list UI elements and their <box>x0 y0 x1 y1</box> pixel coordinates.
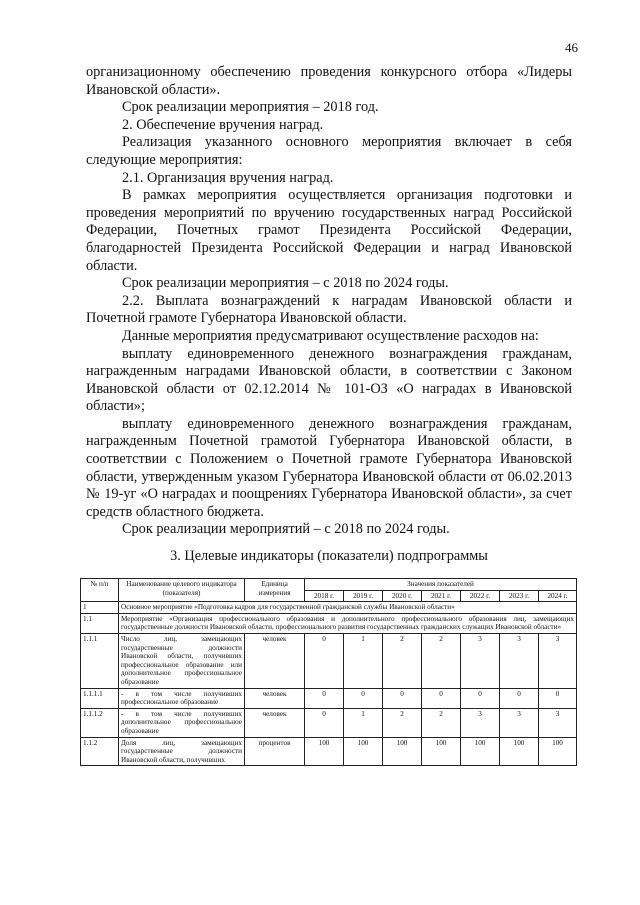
cell-name: - в том числе получивших дополнительное профессиональное образование <box>119 708 245 737</box>
paragraph: выплату единовременного денежного вознаграждения гражданам, награжденным Почетной грамотой Губернатора Ивановской области, в соответствии с Положением о Почетной грамоте Губернатора Ивановской области, утвержденным указом Губернатора Ивановской области от 06.02.2013 № 19-уг «О наградах и поощрениях Губернатора Ивановской области», за счет средств областного бюджета. <box>86 415 572 520</box>
cell-value: 3 <box>539 633 577 688</box>
cell-value: 3 <box>539 708 577 737</box>
cell-value: 100 <box>383 737 422 766</box>
cell-name: Число лиц, замещающих государственные должности Ивановской области, получивших профессиональное образование или дополнительное профессиональное образование <box>119 633 245 688</box>
paragraph: 2.2. Выплата вознаграждений к наградам Ивановской области и Почетной грамоте Губернатора Ивановской области. <box>86 292 572 327</box>
cell-unit: человек <box>245 688 305 708</box>
header-num: № п/п <box>81 579 119 602</box>
paragraph: 2.1. Организация вручения наград. <box>122 169 334 186</box>
page-number: 46 <box>565 40 578 55</box>
cell-name: Доля лиц, замещающих государственные должности Ивановской области, получивших <box>119 737 245 766</box>
header-year: 2018 г. <box>305 590 344 602</box>
paragraph: 2. Обеспечение вручения наград. <box>122 116 324 133</box>
paragraph: Срок реализации мероприятия – 2018 год. <box>122 99 379 116</box>
cell-unit: человек <box>245 633 305 688</box>
cell-value: 0 <box>344 688 383 708</box>
cell-num: 1.1.1.1 <box>81 688 119 708</box>
cell-value: 0 <box>305 633 344 688</box>
cell-value: 100 <box>344 737 383 766</box>
cell-value: 3 <box>461 633 500 688</box>
cell-value: 100 <box>422 737 461 766</box>
cell-num: 1.1.1 <box>81 633 119 688</box>
header-name: Наименование целевого индикатора (показателя) <box>119 579 245 602</box>
body-text <box>86 64 572 539</box>
cell-unit: человек <box>245 708 305 737</box>
indicators-table <box>80 578 577 766</box>
cell-value: 0 <box>461 688 500 708</box>
header-year: 2019 г. <box>344 590 383 602</box>
cell-value: 3 <box>461 708 500 737</box>
cell-value: 100 <box>305 737 344 766</box>
cell-value: 100 <box>500 737 539 766</box>
cell-value: 2 <box>422 633 461 688</box>
paragraph: Срок реализации мероприятий – с 2018 по 2024 годы. <box>122 521 450 538</box>
cell-value: 2 <box>383 633 422 688</box>
section-title: 3. Целевые индикаторы (показатели) подпрограммы <box>170 548 488 564</box>
cell-value: 0 <box>383 688 422 708</box>
cell-value: 1 <box>344 708 383 737</box>
table-row <box>81 708 577 737</box>
cell-span-text: Основное мероприятие «Подготовка кадров для государственной гражданской службы Ивановской области» <box>119 602 577 614</box>
cell-name: - в том числе получивших профессиональное образование <box>119 688 245 708</box>
table-row <box>81 602 577 614</box>
cell-value: 2 <box>383 708 422 737</box>
paragraph: выплату единовременного денежного вознаграждения гражданам, награжденным наградами Ивановской области, в соответствии с Законом Ивановской области от 02.12.2014 № 101-ОЗ «О наградах в Ивановской области»; <box>86 345 572 415</box>
table-row <box>81 688 577 708</box>
cell-num: 1.1.2 <box>81 737 119 766</box>
cell-value: 0 <box>500 688 539 708</box>
paragraph: В рамках мероприятия осуществляется организация подготовки и проведения мероприятий по вручению государственных наград Российской Федерации, Почетных грамот Президента Российской Федерации, благодарностей Президента Российской Федерации и наград Ивановской области. <box>86 187 572 274</box>
header-year: 2023 г. <box>500 590 539 602</box>
cell-value: 0 <box>305 688 344 708</box>
header-values-group: Значения показателей <box>305 579 577 591</box>
cell-unit: процентов <box>245 737 305 766</box>
cell-value: 1 <box>344 633 383 688</box>
paragraph: Срок реализации мероприятия – с 2018 по 2024 годы. <box>122 275 449 292</box>
cell-value: 3 <box>500 708 539 737</box>
table-row <box>81 633 577 688</box>
cell-value: 2 <box>422 708 461 737</box>
cell-num: 1.1.1.2 <box>81 708 119 737</box>
header-year: 2020 г. <box>383 590 422 602</box>
header-unit: Единица измерения <box>245 579 305 602</box>
cell-value: 100 <box>461 737 500 766</box>
paragraph: Данные мероприятия предусматривают осуществление расходов на: <box>122 327 539 344</box>
cell-value: 0 <box>422 688 461 708</box>
paragraph: Реализация указанного основного мероприятия включает в себя следующие мероприятия: <box>86 134 572 168</box>
cell-value: 3 <box>500 633 539 688</box>
header-year: 2022 г. <box>461 590 500 602</box>
cell-value: 0 <box>539 688 577 708</box>
table-row <box>81 613 577 633</box>
table-row <box>81 737 577 766</box>
cell-value: 0 <box>305 708 344 737</box>
header-year: 2021 г. <box>422 590 461 602</box>
paragraph: организационному обеспечению проведения конкурсного отбора «Лидеры Ивановской области». <box>86 64 572 98</box>
cell-num: 1 <box>81 602 119 614</box>
header-year: 2024 г. <box>539 590 577 602</box>
table-header-row <box>81 579 577 591</box>
cell-span-text: Мероприятие «Организация профессионального образования и дополнительного профессионального образования лиц, замещающих государственные должности Ивановской области, профессионального развития государственных гражданских служащих Ивановской области» <box>119 613 577 633</box>
cell-value: 100 <box>539 737 577 766</box>
cell-num: 1.1 <box>81 613 119 633</box>
